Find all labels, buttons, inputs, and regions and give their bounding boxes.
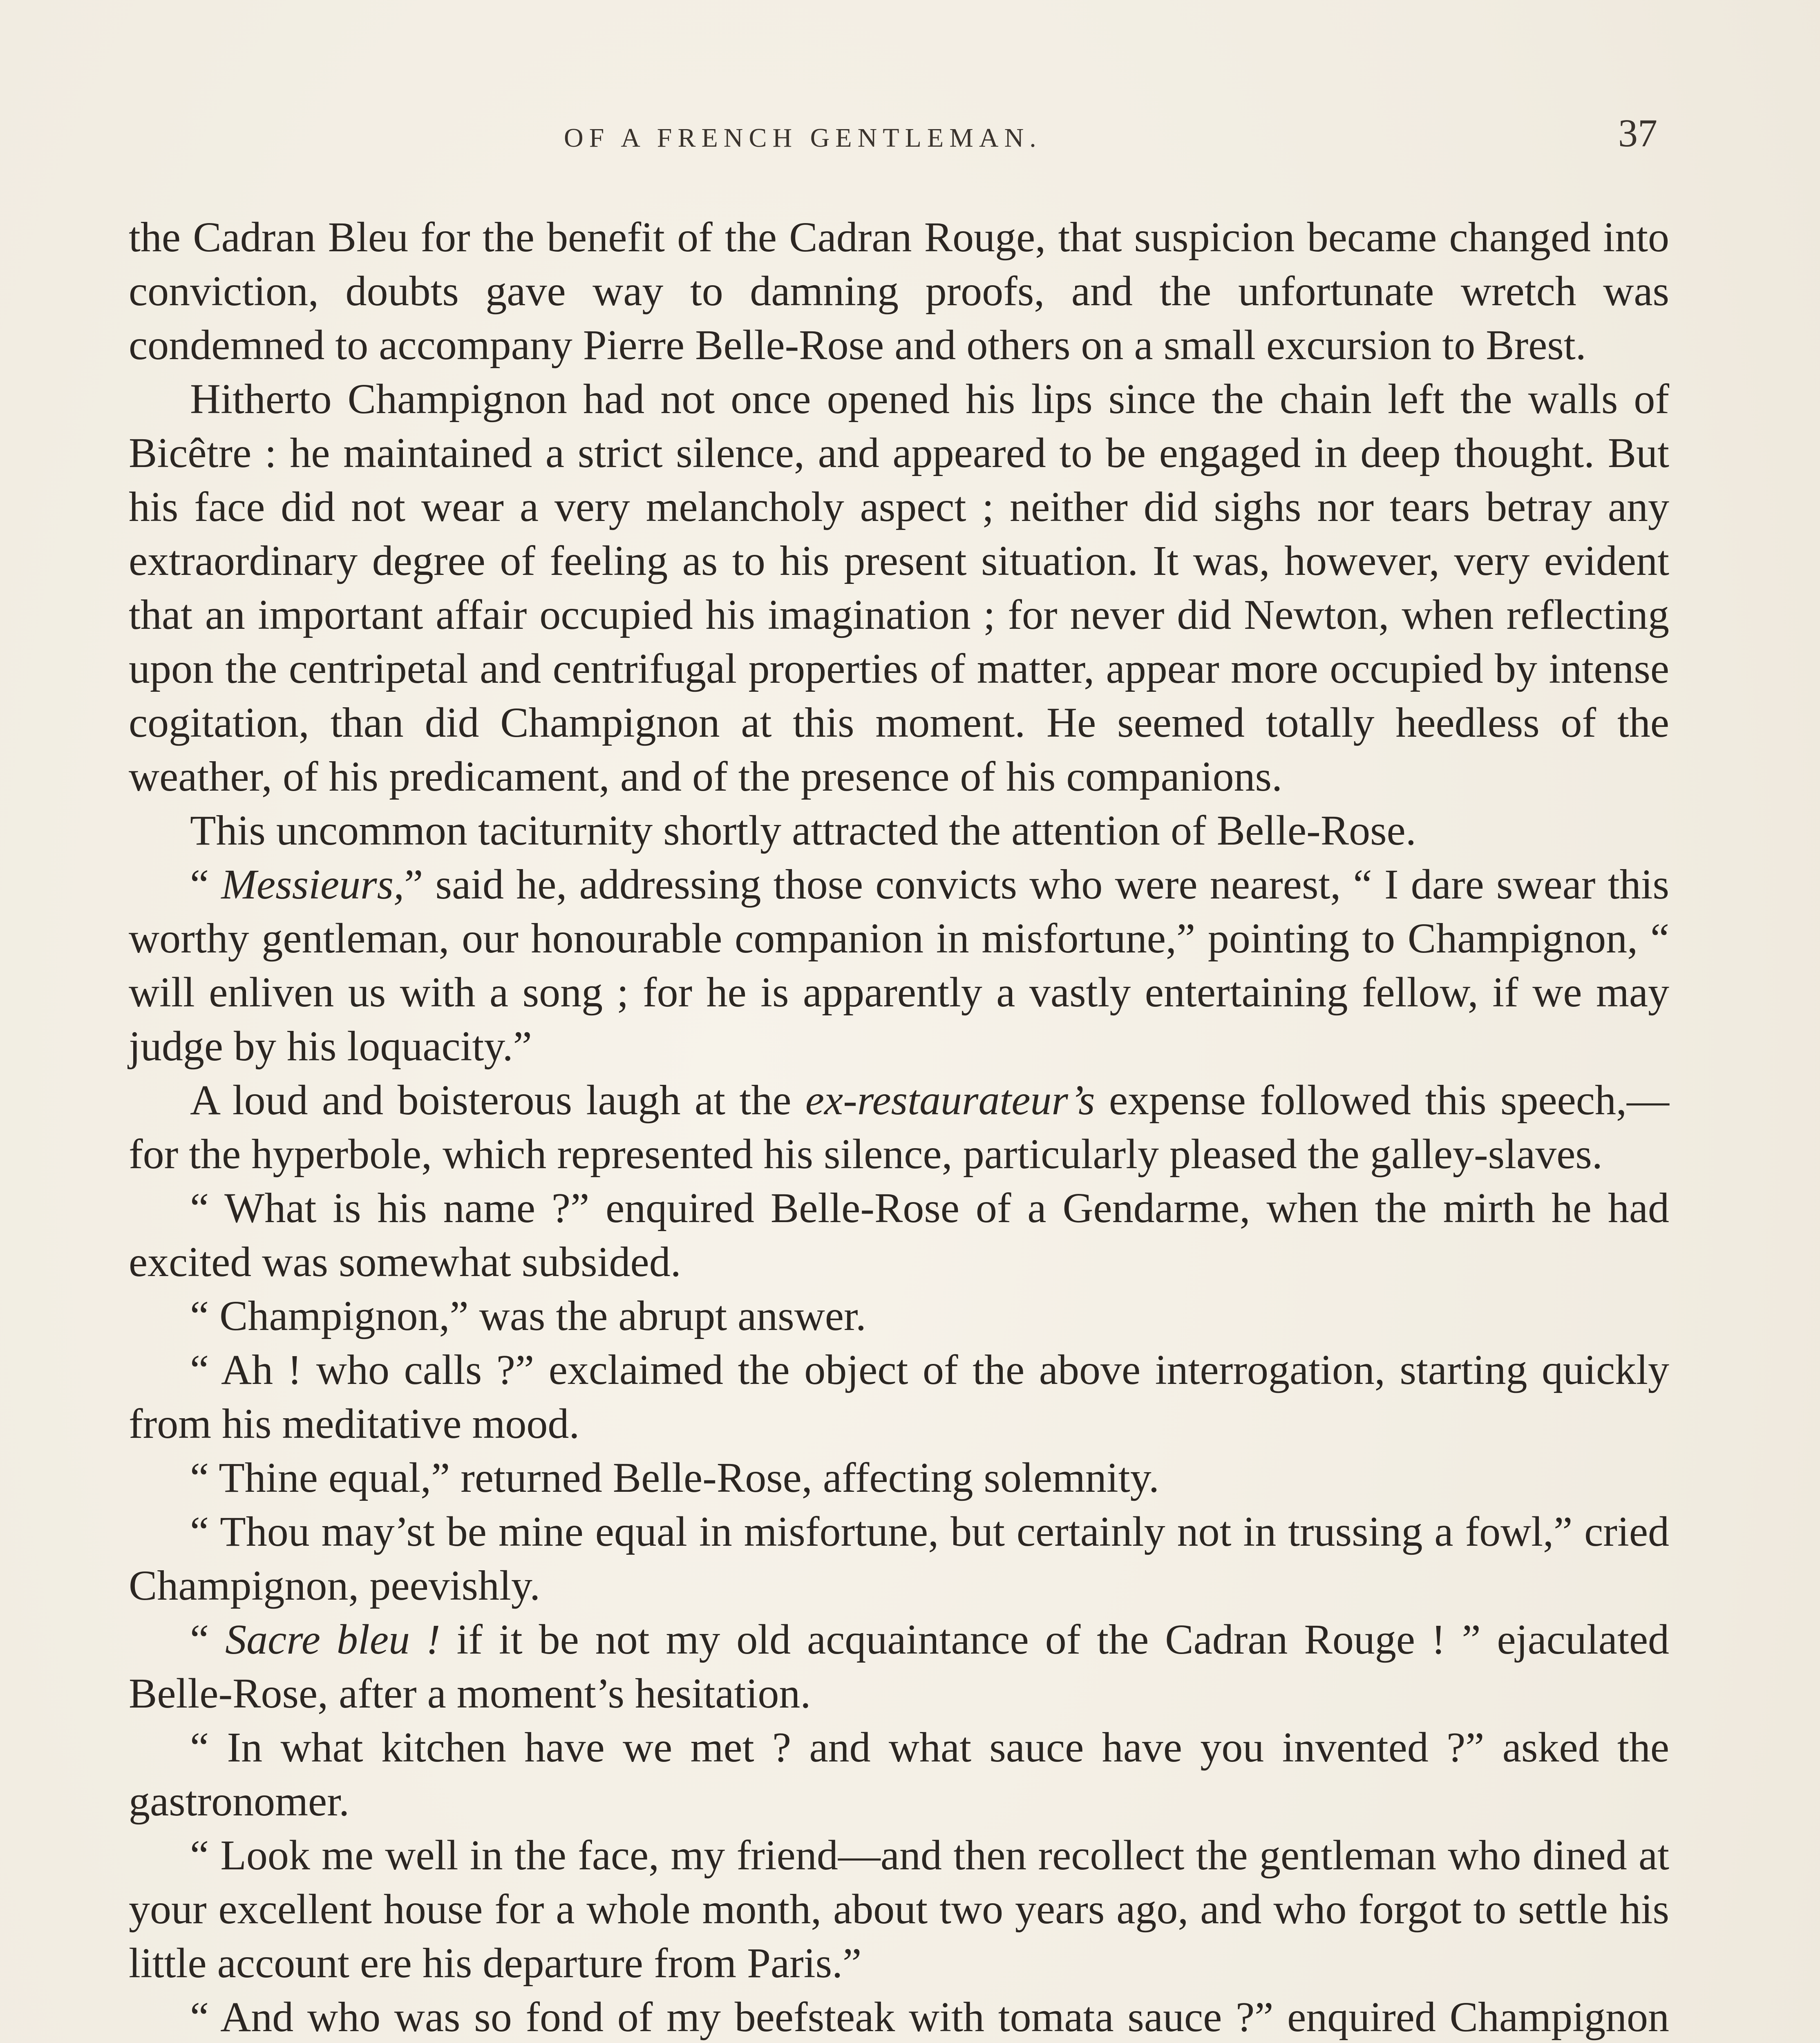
italic-run: ex-restaurateur’s bbox=[805, 1077, 1095, 1124]
body-text bbox=[129, 210, 1669, 2043]
paragraph bbox=[129, 1451, 1669, 1505]
paragraph bbox=[129, 858, 1669, 1073]
text-run: This uncommon taciturnity shortly attracted the attention of Belle-Rose. bbox=[190, 807, 1416, 854]
running-head: OF A FRENCH GENTLEMAN. bbox=[564, 123, 1042, 153]
text-run: if it be not my old acquaintance of the Cadran Rouge ! ” ejaculated Belle-Rose, after a moment’s hesitation. bbox=[129, 1616, 1669, 1717]
text-run: the Cadran Bleu for the benefit of the Cadran Rouge, that suspicion became changed into conviction, doubts gave way to damning proofs, and the unfortunate wretch was condemned to accompany Pierre Belle-Rose and others on a small excursion to Brest. bbox=[129, 214, 1669, 369]
italic-run: Messieurs, bbox=[221, 861, 405, 908]
text-run: “ In what kitchen have we met ? and what sauce have you invented ?” asked the gastronomer. bbox=[129, 1724, 1669, 1825]
text-run: expense followed this speech,—for the hyperbole, which represented his silence, particularly pleased the galley-slaves. bbox=[129, 1077, 1669, 1178]
paragraph bbox=[129, 1721, 1669, 1828]
paragraph bbox=[129, 1828, 1669, 1990]
text-run: “ What is his name ?” enquired Belle-Rose of a Gendarme, when the mirth he had excited was somewhat subsided. bbox=[129, 1185, 1669, 1285]
paragraph bbox=[129, 372, 1669, 804]
page-number: 37 bbox=[1618, 111, 1657, 155]
text-run: “ Thou may’st be mine equal in misfortune, but certainly not in trussing a fowl,” cried Champignon, peevishly. bbox=[129, 1508, 1669, 1609]
paragraph bbox=[129, 1181, 1669, 1289]
text-run: “ Look me well in the face, my friend—and then recollect the gentleman who dined at your excellent house for a whole month, about two years ago, and who forgot to settle his little account ere his departure from Paris.” bbox=[129, 1832, 1669, 1987]
paragraph bbox=[129, 1073, 1669, 1181]
text-run: “ Ah ! who calls ?” exclaimed the object of the above interrogation, starting quickly from his meditative mood. bbox=[129, 1346, 1669, 1447]
text-run: Hitherto Champignon had not once opened his lips since the chain left the walls of Bicêtre : he maintained a strict silence, and appeared to be engaged in deep thought. But his face did not wear a very melancholy aspect ; neither did sighs nor tears betray any extraordinary degree of feeling as to his present situation. It was, however, very evident that an important affair occupied his imagination ; for never did Newton, when reflecting upon the centripetal and centrifugal properties of matter, appear more occupied by intense cogitation, than did Champignon at this moment. He seemed totally heedless of the weather, of his predicament, and of the presence of his companions. bbox=[129, 376, 1669, 800]
paragraph bbox=[129, 1289, 1669, 1343]
paragraph bbox=[129, 1505, 1669, 1613]
paragraph bbox=[129, 1613, 1669, 1721]
text-run: “ bbox=[190, 861, 221, 908]
paragraph bbox=[129, 210, 1669, 372]
paragraph bbox=[129, 804, 1669, 858]
text-run: “ bbox=[190, 1616, 226, 1663]
text-run: “ Champignon,” was the abrupt answer. bbox=[190, 1292, 866, 1339]
text-run: ” said he, addressing those convicts who were nearest, “ I dare swear this worthy gentleman, our honourable companion in misfortune,” pointing to Champignon, “ will enliven us with a song ; for he is apparently a vastly entertaining fellow, if we may judge by his loquacity.” bbox=[129, 861, 1669, 1070]
text-run: “ Thine equal,” returned Belle-Rose, affecting solemnity. bbox=[190, 1454, 1159, 1501]
italic-run: Sacre bleu ! bbox=[225, 1616, 440, 1663]
paragraph bbox=[129, 1990, 1669, 2043]
text-run: “ And who was so fond of my beefsteak with tomata sauce ?” enquired Champignon bbox=[190, 1994, 1669, 2041]
paragraph bbox=[129, 1343, 1669, 1451]
text-run: A loud and boisterous laugh at the bbox=[190, 1077, 805, 1124]
